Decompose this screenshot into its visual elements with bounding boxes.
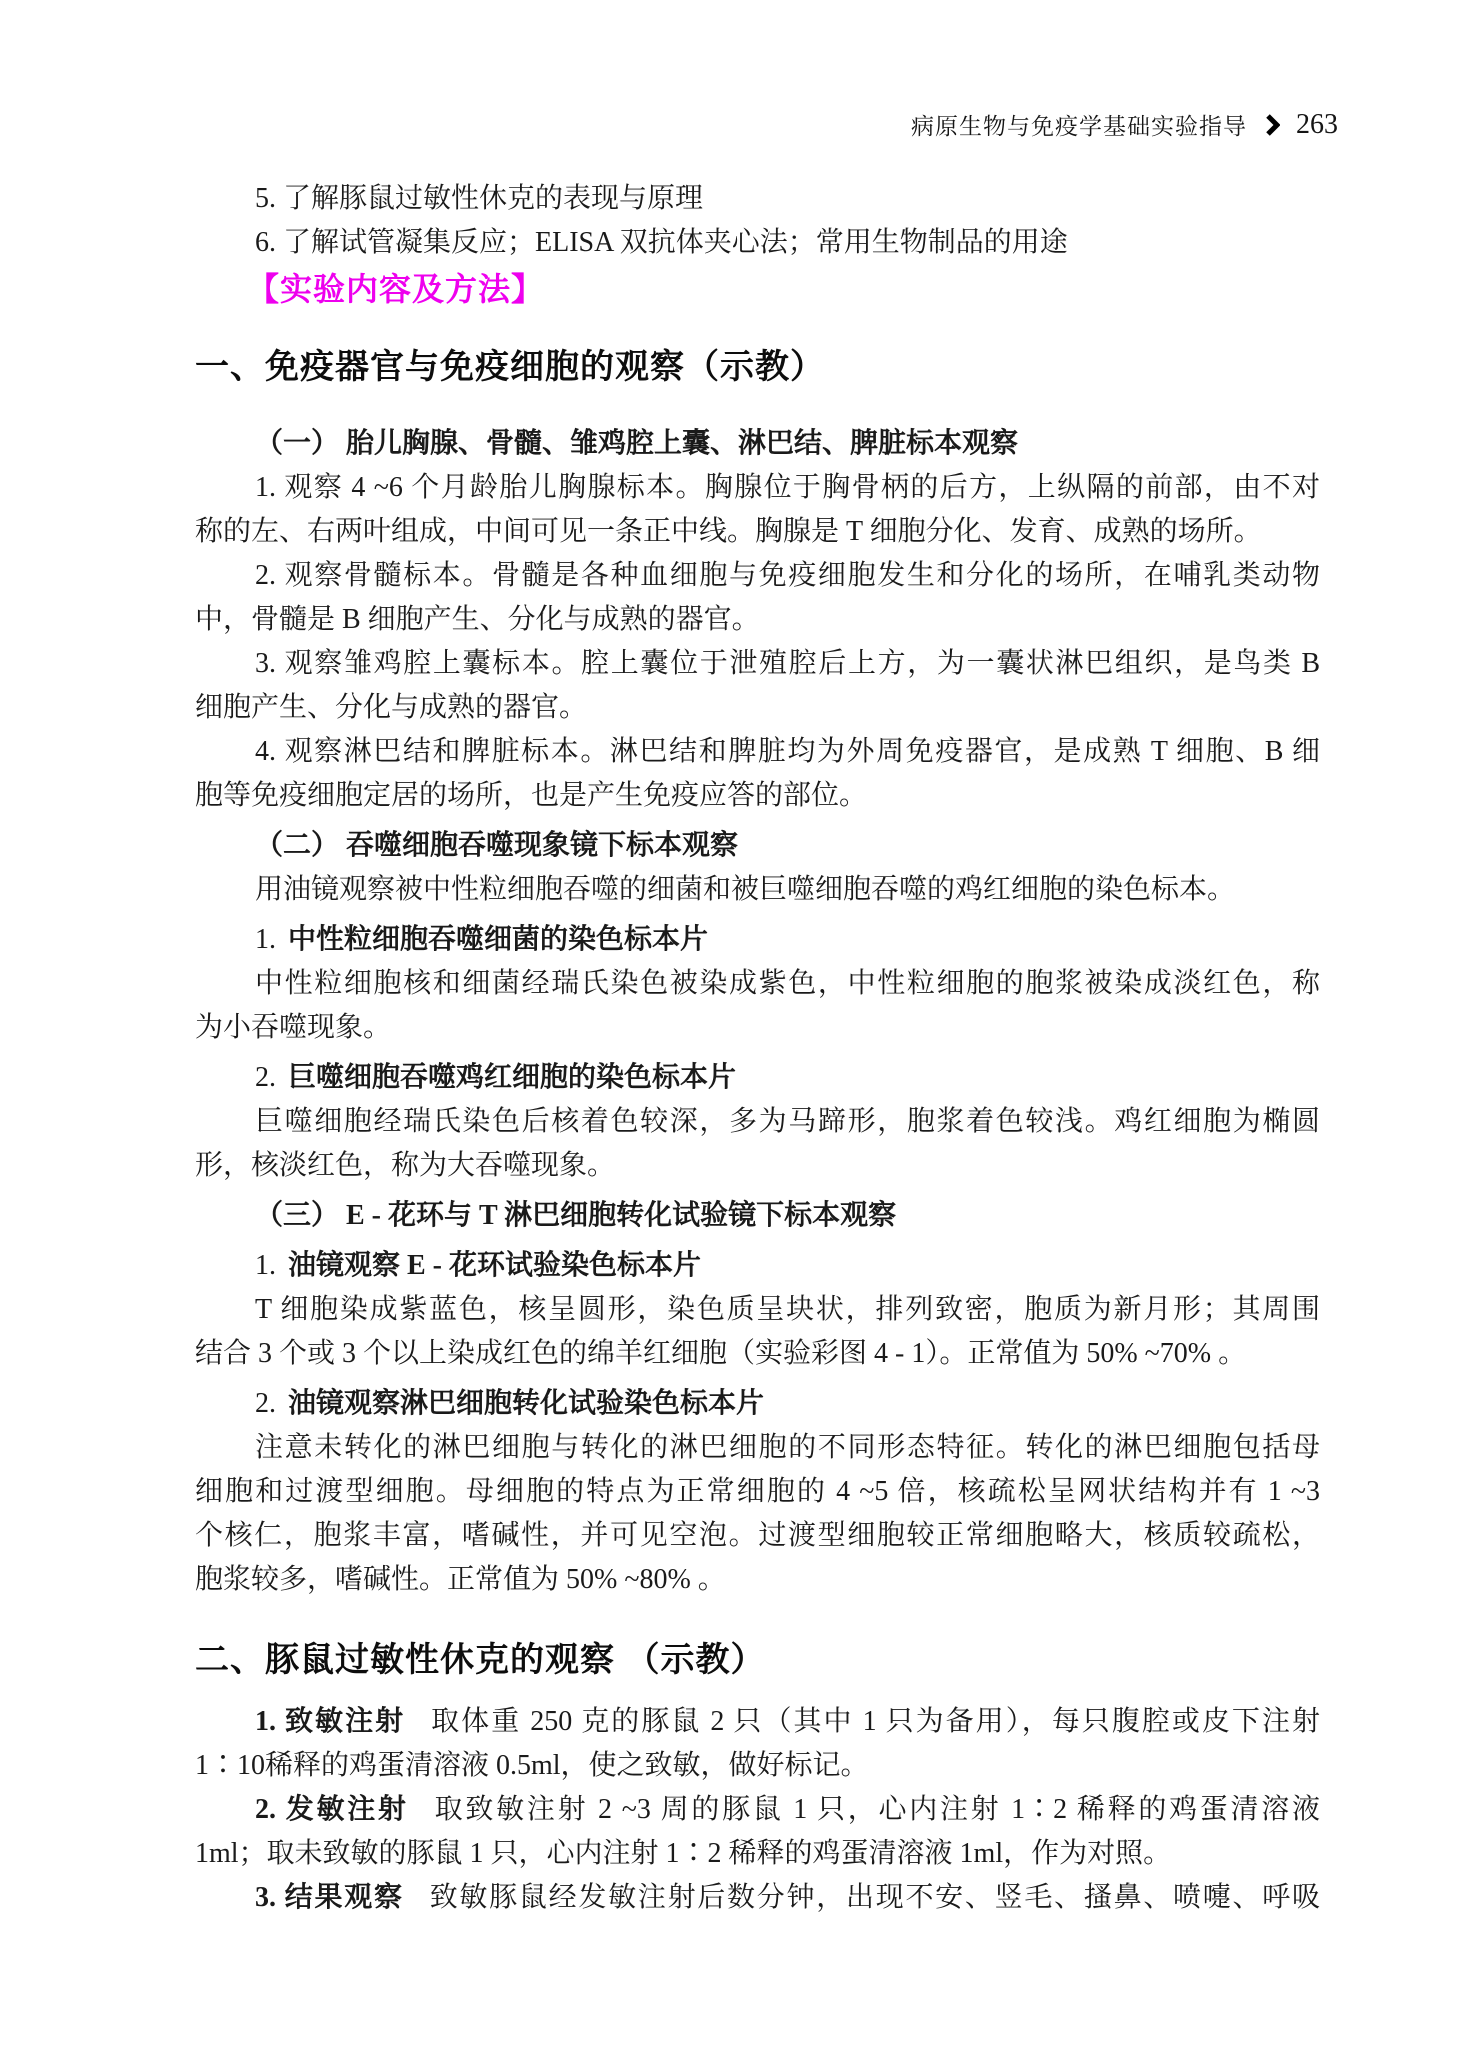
paragraph-line: T 细胞染成紫蓝色，核呈圆形，染色质呈块状，排列致密，胞质为新月形；其周围	[255, 1294, 1320, 1325]
paragraph-line: 4. 观察淋巴结和脾脏标本。淋巴结和脾脏均为外周免疫器官，是成熟 T 细胞、B 细	[255, 736, 1320, 767]
paragraph-line: 结合 3 个或 3 个以上染成红色的绵羊红细胞（实验彩图 4 - 1）。正常值为 50% ~70% 。	[195, 1338, 1247, 1369]
objective-item: 6. 了解试管凝集反应；ELISA 双抗体夹心法；常用生物制品的用途	[255, 227, 1068, 258]
paragraph-line: 中性粒细胞核和细菌经瑞氏染色被染成紫色，中性粒细胞的胞浆被染成淡红色，称	[255, 968, 1320, 999]
step-text: 致敏豚鼠经发敏注射后数分钟，出现不安、竖毛、搔鼻、喷嚏、呼吸	[429, 1882, 1320, 1913]
step-lead: 3. 结果观察	[255, 1882, 404, 1913]
step-text: 取体重 250 克的豚鼠 2 只（其中 1 只为备用），每只腹腔或皮下注射	[431, 1706, 1320, 1737]
item-number: 2.	[255, 1062, 276, 1093]
chevron-right-icon	[1265, 113, 1280, 137]
page-content	[195, 177, 1320, 1920]
paragraph-line: 巨噬细胞经瑞氏染色后核着色较深，多为马蹄形，胞浆着色较浅。鸡红细胞为椭圆	[255, 1106, 1320, 1137]
subsection-1-2-heading: （二） 吞噬细胞吞噬现象镜下标本观察	[255, 830, 739, 861]
step-line	[195, 1876, 1320, 1920]
paragraph-line: 称的左、右两叶组成，中间可见一条正中线。胸腺是 T 细胞分化、发育、成熟的场所。	[195, 516, 1262, 547]
item-title: 油镜观察淋巴细胞转化试验染色标本片	[288, 1388, 765, 1419]
numbered-item-heading	[195, 1056, 1320, 1100]
item-number: 2.	[255, 1388, 276, 1419]
paragraph-line: 1∶10稀释的鸡蛋清溶液 0.5ml，使之致敏，做好标记。	[195, 1750, 869, 1781]
step-line	[195, 1788, 1320, 1832]
running-header	[911, 108, 1338, 141]
paragraph-line: 3. 观察雏鸡腔上囊标本。腔上囊位于泄殖腔后上方，为一囊状淋巴组织，是鸟类 B	[255, 648, 1320, 679]
numbered-item-heading	[195, 1244, 1320, 1288]
step-lead: 2. 发敏注射	[255, 1794, 409, 1825]
item-number: 1.	[255, 1250, 276, 1281]
objective-item: 5. 了解豚鼠过敏性休克的表现与原理	[255, 183, 704, 214]
paragraph-line: 形，核淡红色，称为大吞噬现象。	[195, 1150, 616, 1181]
subsection-1-3-heading: （三） E - 花环与 T 淋巴细胞转化试验镜下标本观察	[255, 1200, 897, 1231]
subsection-1-1-heading: （一） 胎儿胸腺、骨髓、雏鸡腔上囊、淋巴结、脾脏标本观察	[255, 428, 1019, 459]
item-title: 巨噬细胞吞噬鸡红细胞的染色标本片	[288, 1062, 737, 1093]
step-line	[195, 1700, 1320, 1744]
paragraph-line: 细胞和过渡型细胞。母细胞的特点为正常细胞的 4 ~5 倍，核疏松呈网状结构并有 1 ~3	[195, 1476, 1320, 1507]
paragraph-line: 个核仁，胞浆丰富，嗜碱性，并可见空泡。过渡型细胞较正常细胞略大，核质较疏松，	[195, 1520, 1320, 1551]
numbered-item-heading	[195, 918, 1320, 962]
paragraph-line: 1. 观察 4 ~6 个月龄胎儿胸腺标本。胸腺位于胸骨柄的后方，上纵隔的前部，由不对	[255, 472, 1320, 503]
paragraph-line: 细胞产生、分化与成熟的器官。	[195, 692, 588, 723]
paragraph-line: 2. 观察骨髓标本。骨髓是各种血细胞与免疫细胞发生和分化的场所，在哺乳类动物	[255, 560, 1320, 591]
step-lead: 1. 致敏注射	[255, 1706, 406, 1737]
page-number: 263	[1296, 108, 1338, 140]
header-title: 病原生物与免疫学基础实验指导	[911, 114, 1247, 139]
item-title: 中性粒细胞吞噬细菌的染色标本片	[288, 924, 709, 955]
paragraph-line: 胞浆较多，嗜碱性。正常值为 50% ~80% 。	[195, 1564, 726, 1595]
section-1-heading: 一、免疫器官与免疫细胞的观察（示教）	[195, 348, 825, 386]
paragraph-line: 用油镜观察被中性粒细胞吞噬的细菌和被巨噬细胞吞噬的鸡红细胞的染色标本。	[255, 874, 1236, 905]
section-2-heading: 二、豚鼠过敏性休克的观察 （示教）	[195, 1641, 766, 1679]
numbered-item-heading	[195, 1382, 1320, 1426]
item-number: 1.	[255, 924, 276, 955]
step-text: 取致敏注射 2 ~3 周的豚鼠 1 只，心内注射 1∶2 稀释的鸡蛋清溶液	[434, 1794, 1320, 1825]
method-section-label: 【实验内容及方法】	[247, 271, 545, 307]
paragraph-line: 1ml；取未致敏的豚鼠 1 只，心内注射 1∶2 稀释的鸡蛋清溶液 1ml，作为对照。	[195, 1838, 1172, 1869]
item-title: 油镜观察 E - 花环试验染色标本片	[288, 1250, 702, 1281]
paragraph-line: 注意未转化的淋巴细胞与转化的淋巴细胞的不同形态特征。转化的淋巴细胞包括母	[255, 1432, 1320, 1463]
paragraph-line: 中，骨髓是 B 细胞产生、分化与成熟的器官。	[195, 604, 760, 635]
paragraph-line: 胞等免疫细胞定居的场所，也是产生免疫应答的部位。	[195, 780, 868, 811]
paragraph-line: 为小吞噬现象。	[195, 1012, 392, 1043]
